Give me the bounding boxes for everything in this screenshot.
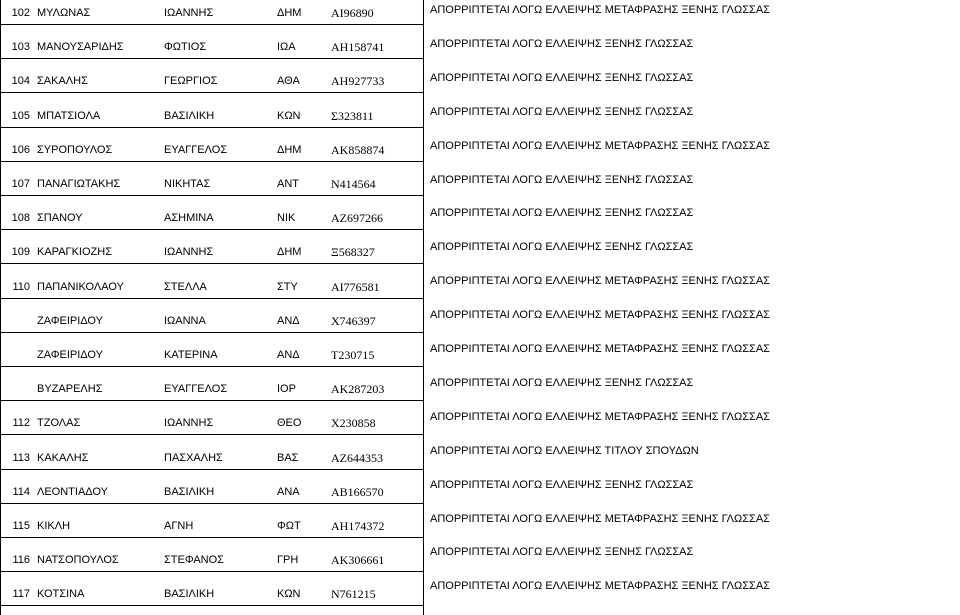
rejection-reason: ΑΠΟΡΡΙΠΤΕΤΑΙ ΛΟΓΩ ΕΛΛΕΙΨΗΣ ΞΕΝΗΣ ΓΛΩΣΣΑΣ [430,377,694,389]
rejection-reason: ΑΠΟΡΡΙΠΤΕΤΑΙ ΛΟΓΩ ΕΛΛΕΙΨΗΣ ΞΕΝΗΣ ΓΛΩΣΣΑΣ [430,479,694,491]
father-name-cell: ΑΝΤ [277,178,299,190]
father-name-cell: ΔΗΜ [277,7,302,19]
rejection-reason: ΑΠΟΡΡΙΠΤΕΤΑΙ ΛΟΓΩ ΕΛΛΕΙΨΗΣ ΞΕΝΗΣ ΓΛΩΣΣΑΣ [430,106,694,118]
father-name-cell: ΑΘΑ [277,75,300,87]
row-separator [0,400,424,401]
id-number-cell: ΑΗ927733 [331,74,385,88]
father-name-cell: ΑΝΔ [277,315,300,327]
row-separator [0,537,424,538]
row-separator [0,24,424,25]
first-name-cell: ΠΑΣΧΑΛΗΣ [164,452,223,464]
id-number-cell: ΑΚ858874 [331,143,385,157]
first-name-cell: ΑΓΝΗ [164,520,194,532]
first-name-cell: ΣΤΕΦΑΝΟΣ [164,554,224,566]
row-number: 117 [12,588,30,600]
father-name-cell: ΣΤΥ [277,281,298,293]
row-number: 113 [12,452,30,464]
row-separator [0,58,424,59]
father-name-cell: ΚΩΝ [277,110,301,122]
surname-cell: ΖΑΦΕΙΡΙΔΟΥ [37,349,103,361]
father-name-cell: ΒΑΣ [277,452,299,464]
surname-cell: ΤΖΟΛΑΣ [37,417,81,429]
surname-cell: ΖΑΦΕΙΡΙΔΟΥ [37,315,103,327]
row-number: 115 [12,520,30,532]
id-number-cell: ΑΗ174372 [331,519,385,533]
father-name-cell: ΔΗΜ [277,246,302,258]
first-name-cell: ΦΩΤΙΟΣ [164,41,207,53]
surname-cell: ΜΥΛΩΝΑΣ [37,7,91,19]
row-separator [0,195,424,196]
row-separator [0,332,424,333]
id-number-cell: ΑΚ306661 [331,553,385,567]
id-number-cell: ΑΖ697266 [331,211,383,225]
father-name-cell: ΦΩΤ [277,520,301,532]
father-name-cell: ΓΡΗ [277,554,299,566]
rejection-reason: ΑΠΟΡΡΙΠΤΕΤΑΙ ΛΟΓΩ ΕΛΛΕΙΨΗΣ ΜΕΤΑΦΡΑΣΗΣ ΞΕΝΗΣ ΓΛΩΣΣΑΣ [430,411,770,423]
surname-cell: ΣΠΑΝΟΥ [37,212,83,224]
first-name-cell: ΣΤΕΛΛΑ [164,281,207,293]
father-name-cell: ΔΗΜ [277,144,302,156]
row-separator [0,127,424,128]
father-name-cell: ΝΙΚ [277,212,296,224]
row-separator [0,605,424,606]
surname-cell: ΝΑΤΣΟΠΟΥΛΟΣ [37,554,119,566]
first-name-cell: ΒΑΣΙΛΙΚΗ [164,110,215,122]
rejection-reason: ΑΠΟΡΡΙΠΤΕΤΑΙ ΛΟΓΩ ΕΛΛΕΙΨΗΣ ΞΕΝΗΣ ΓΛΩΣΣΑΣ [430,174,694,186]
father-name-cell: ΙΟΡ [277,383,296,395]
id-number-cell: Ξ568327 [331,245,375,259]
id-number-cell: ΑΙ96890 [331,6,374,20]
row-separator [0,469,424,470]
id-number-cell: ΑΒ166570 [331,485,384,499]
row-number: 112 [12,417,30,429]
row-separator [0,503,424,504]
surname-cell: ΜΠΑΤΣΙΟΛΑ [37,110,101,122]
father-name-cell: ΘΕΟ [277,417,302,429]
rejection-reason: ΑΠΟΡΡΙΠΤΕΤΑΙ ΛΟΓΩ ΕΛΛΕΙΨΗΣ ΜΕΤΑΦΡΑΣΗΣ ΞΕΝΗΣ ΓΛΩΣΣΑΣ [430,4,770,16]
first-name-cell: ΙΩΑΝΝΗΣ [164,7,214,19]
father-name-cell: ΚΩΝ [277,588,301,600]
row-number: 103 [11,41,30,53]
row-number: 105 [11,110,30,122]
rejection-reason: ΑΠΟΡΡΙΠΤΕΤΑΙ ΛΟΓΩ ΕΛΛΕΙΨΗΣ ΜΕΤΑΦΡΑΣΗΣ ΞΕΝΗΣ ΓΛΩΣΣΑΣ [430,309,770,321]
first-name-cell: ΒΑΣΙΛΙΚΗ [164,486,215,498]
first-name-cell: ΓΕΩΡΓΙΟΣ [164,75,218,87]
row-separator [0,571,424,572]
rejection-reason: ΑΠΟΡΡΙΠΤΕΤΑΙ ΛΟΓΩ ΕΛΛΕΙΨΗΣ ΤΙΤΛΟΥ ΣΠΟΥΔΩΝ [430,445,699,457]
surname-cell: ΠΑΝΑΓΙΩΤΑΚΗΣ [37,178,121,190]
candidates-table [0,0,424,615]
surname-cell: ΚΙΚΛΗ [37,520,71,532]
rejection-reason: ΑΠΟΡΡΙΠΤΕΤΑΙ ΛΟΓΩ ΕΛΛΕΙΨΗΣ ΞΕΝΗΣ ΓΛΩΣΣΑΣ [430,546,694,558]
id-number-cell: Τ230715 [331,348,375,362]
surname-cell: ΚΑΚΑΛΗΣ [37,452,89,464]
first-name-cell: ΑΣΗΜΙΝΑ [164,212,214,224]
surname-cell: ΒΥΖΑΡΕΛΗΣ [37,383,103,395]
surname-cell: ΣΥΡΟΠΟΥΛΟΣ [37,144,113,156]
rejection-reason: ΑΠΟΡΡΙΠΤΕΤΑΙ ΛΟΓΩ ΕΛΛΕΙΨΗΣ ΜΕΤΑΦΡΑΣΗΣ ΞΕΝΗΣ ΓΛΩΣΣΑΣ [430,140,770,152]
id-number-cell: Ν761215 [331,587,376,601]
first-name-cell: ΙΩΑΝΝΗΣ [164,417,214,429]
rejection-reason: ΑΠΟΡΡΙΠΤΕΤΑΙ ΛΟΓΩ ΕΛΛΕΙΨΗΣ ΜΕΤΑΦΡΑΣΗΣ ΞΕΝΗΣ ΓΛΩΣΣΑΣ [430,275,770,287]
row-number: 107 [11,178,30,190]
surname-cell: ΠΑΠΑΝΙΚΟΛΑΟΥ [37,281,124,293]
surname-cell: ΚΑΡΑΓΚΙΟΖΗΣ [37,246,113,258]
id-number-cell: ΑΗ158741 [331,40,385,54]
rejection-reason: ΑΠΟΡΡΙΠΤΕΤΑΙ ΛΟΓΩ ΕΛΛΕΙΨΗΣ ΞΕΝΗΣ ΓΛΩΣΣΑΣ [430,207,694,219]
id-number-cell: Σ323811 [331,109,374,123]
father-name-cell: ΑΝΔ [277,349,300,361]
id-number-cell: ΑΙ776581 [331,280,380,294]
row-number: 114 [12,486,30,498]
row-separator [0,366,424,367]
row-number: 116 [12,554,30,566]
first-name-cell: ΕΥΑΓΓΕΛΟΣ [164,144,228,156]
row-number: 102 [11,7,30,19]
first-name-cell: ΙΩΑΝΝΗΣ [164,246,214,258]
first-name-cell: ΒΑΣΙΛΙΚΗ [164,588,215,600]
surname-cell: ΚΟΤΣΙΝΑ [37,588,85,600]
row-separator [0,434,424,435]
rejection-reason: ΑΠΟΡΡΙΠΤΕΤΑΙ ΛΟΓΩ ΕΛΛΕΙΨΗΣ ΞΕΝΗΣ ΓΛΩΣΣΑΣ [430,241,694,253]
id-number-cell: Χ746397 [331,314,376,328]
first-name-cell: ΚΑΤΕΡΙΝΑ [164,349,218,361]
row-number: 108 [11,212,30,224]
rejection-reason: ΑΠΟΡΡΙΠΤΕΤΑΙ ΛΟΓΩ ΕΛΛΕΙΨΗΣ ΞΕΝΗΣ ΓΛΩΣΣΑΣ [430,72,694,84]
first-name-cell: ΙΩΑΝΝΑ [164,315,206,327]
rejection-reason: ΑΠΟΡΡΙΠΤΕΤΑΙ ΛΟΓΩ ΕΛΛΕΙΨΗΣ ΜΕΤΑΦΡΑΣΗΣ ΞΕΝΗΣ ΓΛΩΣΣΑΣ [430,580,770,592]
first-name-cell: ΝΙΚΗΤΑΣ [164,178,211,190]
surname-cell: ΛΕΟΝΤΙΑΔΟΥ [37,486,108,498]
row-separator [0,161,424,162]
row-number: 110 [12,281,30,293]
row-number: 104 [11,75,30,87]
id-number-cell: ΑΚ287203 [331,382,385,396]
rejection-reason: ΑΠΟΡΡΙΠΤΕΤΑΙ ΛΟΓΩ ΕΛΛΕΙΨΗΣ ΜΕΤΑΦΡΑΣΗΣ ΞΕΝΗΣ ΓΛΩΣΣΑΣ [430,513,770,525]
surname-cell: ΣΑΚΑΛΗΣ [37,75,88,87]
rejection-reason: ΑΠΟΡΡΙΠΤΕΤΑΙ ΛΟΓΩ ΕΛΛΕΙΨΗΣ ΜΕΤΑΦΡΑΣΗΣ ΞΕΝΗΣ ΓΛΩΣΣΑΣ [430,343,770,355]
father-name-cell: ΑΝΑ [277,486,300,498]
rejection-reason: ΑΠΟΡΡΙΠΤΕΤΑΙ ΛΟΓΩ ΕΛΛΕΙΨΗΣ ΞΕΝΗΣ ΓΛΩΣΣΑΣ [430,38,694,50]
row-separator [0,92,424,93]
row-separator [0,229,424,230]
row-number: 109 [11,246,30,258]
row-separator [0,298,424,299]
father-name-cell: ΙΩΑ [277,41,296,53]
row-separator [0,263,424,264]
row-number: 106 [11,144,30,156]
id-number-cell: Χ230858 [331,416,376,430]
id-number-cell: ΑΖ644353 [331,451,383,465]
surname-cell: ΜΑΝΟΥΣΑΡΙΔΗΣ [37,41,124,53]
first-name-cell: ΕΥΑΓΓΕΛΟΣ [164,383,228,395]
id-number-cell: Ν414564 [331,177,376,191]
